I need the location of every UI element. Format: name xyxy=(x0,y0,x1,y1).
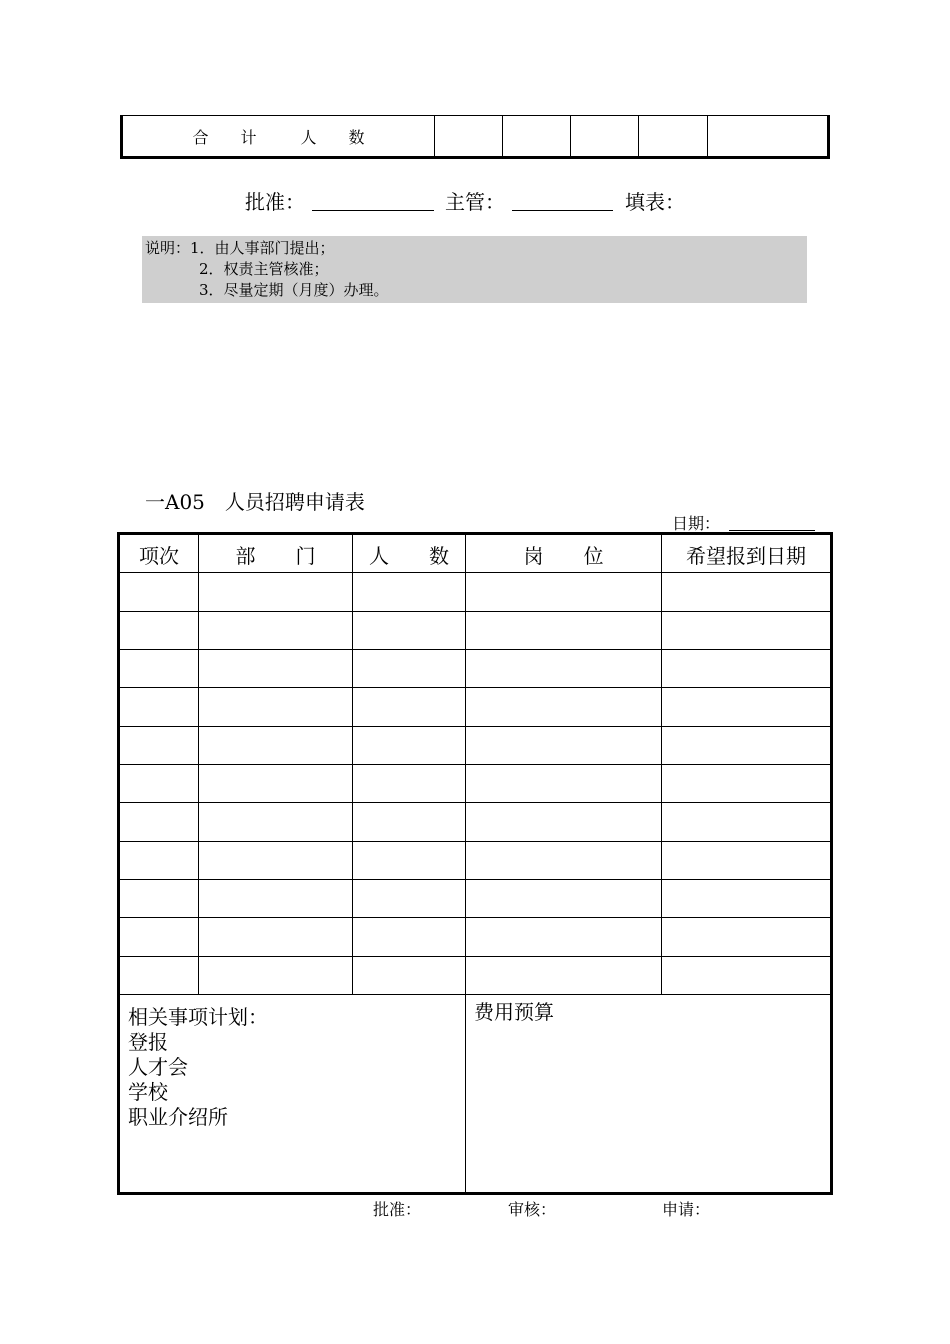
summary-cell[interactable] xyxy=(503,116,571,156)
plan-section[interactable] xyxy=(128,1005,268,1130)
header-item-no: 项次 xyxy=(139,543,179,568)
approve-label: 批准： xyxy=(245,190,305,214)
table-row[interactable] xyxy=(120,879,830,918)
note-line: 2．权责主管核准； xyxy=(199,260,329,278)
supervisor-label: 主管： xyxy=(445,190,505,214)
column-divider xyxy=(198,535,199,994)
bottom-apply-label: 申请： xyxy=(662,1200,711,1219)
summary-char: 人 xyxy=(300,127,317,147)
summary-label xyxy=(123,116,435,156)
table-row[interactable] xyxy=(120,956,830,995)
summary-cell[interactable] xyxy=(435,116,503,156)
header-headcount: 人 数 xyxy=(369,543,449,568)
column-divider xyxy=(352,535,353,994)
table-row[interactable] xyxy=(120,803,830,842)
header-expected-date: 希望报到日期 xyxy=(686,543,806,568)
column-divider xyxy=(465,535,466,1192)
header-row xyxy=(120,535,830,573)
table-row[interactable] xyxy=(120,764,830,803)
table-row[interactable] xyxy=(120,726,830,765)
notes-box xyxy=(142,236,807,303)
table-row[interactable] xyxy=(120,611,830,650)
plan-item: 人才会 xyxy=(128,1055,188,1079)
summary-char: 数 xyxy=(348,127,365,147)
note-line: 3．尽量定期（月度）办理。 xyxy=(199,281,389,299)
supervisor-underline[interactable] xyxy=(512,210,613,211)
filler-label: 填表： xyxy=(625,190,685,214)
summary-cell[interactable] xyxy=(571,116,639,156)
date-underline[interactable] xyxy=(729,530,815,531)
plan-item: 学校 xyxy=(128,1080,168,1104)
table-row[interactable] xyxy=(120,918,830,957)
header-position: 岗 位 xyxy=(523,543,604,568)
note-line: 说明：1．由人事部门提出； xyxy=(145,239,335,257)
summary-cell[interactable] xyxy=(708,116,827,156)
plan-item: 登报 xyxy=(128,1030,168,1054)
column-divider xyxy=(661,535,662,994)
budget-title[interactable]: 费用预算 xyxy=(474,1000,554,1024)
date-label: 日期： xyxy=(672,514,721,533)
table-row[interactable] xyxy=(120,841,830,880)
summary-row xyxy=(120,115,830,159)
header-department: 部 门 xyxy=(235,543,316,568)
plan-title: 相关事项计划： xyxy=(128,1005,268,1029)
bottom-review-label: 审核： xyxy=(508,1200,557,1219)
bottom-approve-label: 批准： xyxy=(373,1200,422,1219)
summary-char: 计 xyxy=(240,127,257,147)
table-row[interactable] xyxy=(120,649,830,688)
table-row[interactable] xyxy=(120,688,830,727)
table-row[interactable] xyxy=(120,573,830,612)
recruitment-table xyxy=(117,532,833,1195)
approve-underline[interactable] xyxy=(312,210,434,211)
form-title: 一A05 人员招聘申请表 xyxy=(145,490,365,514)
summary-char: 合 xyxy=(192,127,209,147)
plan-item: 职业介绍所 xyxy=(128,1105,228,1129)
summary-cell[interactable] xyxy=(639,116,708,156)
